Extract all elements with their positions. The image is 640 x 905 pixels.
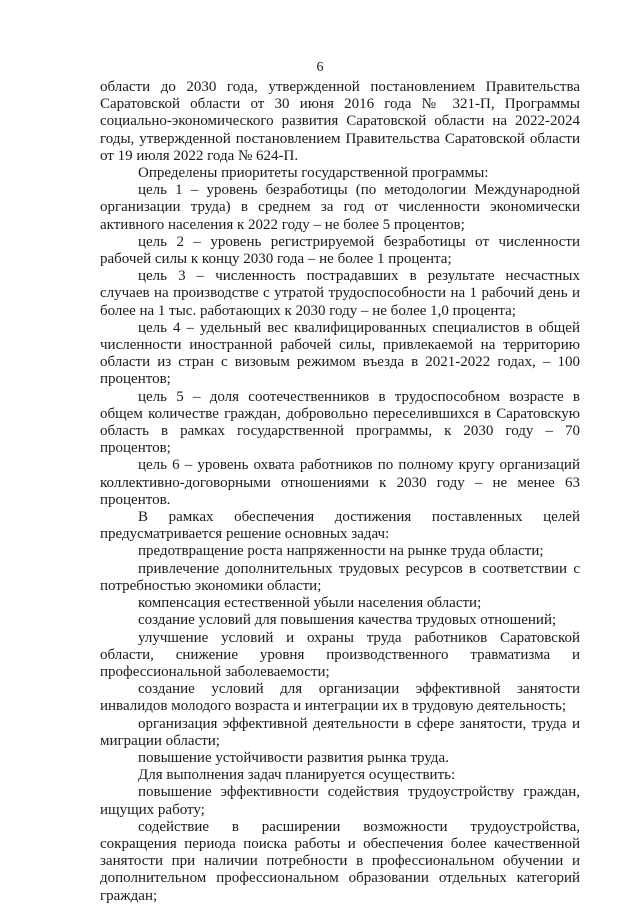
paragraph: повышение эффективности содействия трудоустройству граждан, ищущих работу; <box>100 784 580 818</box>
paragraph: Для выполнения задач планируется осуществить: <box>138 767 456 784</box>
paragraph: содействие в расширении возможности трудоустройства, сокращения периода поиска работы и обеспечения более качественной занятости при наличии потребности в профессиональном обучении и дополнительном профессиональном образовании отдельных категорий граждан; <box>100 818 580 904</box>
paragraph: В рамках обеспечения достижения поставленных целей предусматривается решение основных задач: <box>100 509 580 543</box>
paragraph: предотвращение роста напряженности на рынке труда области; <box>138 543 544 560</box>
paragraph: цель 4 – удельный вес квалифицированных специалистов в общей численности иностранной рабочей силы, привлекаемой на территорию области из стран с визовым режимом въезда в 2021-2022 годах, – 100 процентов; <box>100 319 580 388</box>
paragraph: создание условий для организации эффективной занятости инвалидов молодого возраста и интеграции их в трудовую деятельность; <box>100 681 580 715</box>
paragraph: компенсация естественной убыли населения области; <box>138 595 482 612</box>
paragraph: цель 3 – численность пострадавших в результате несчастных случаев на производстве с утратой трудоспособности на 1 рабочий день и более на 1 тыс. работающих к 2030 году – не более 1,0 процента; <box>100 268 580 319</box>
paragraph: цель 1 – уровень безработицы (по методологии Международной организации труда) в среднем за год от численности экономически активного населения к 2022 году – не более 5 процентов; <box>100 182 580 233</box>
paragraph: цель 2 – уровень регистрируемой безработицы от численности рабочей силы к концу 2030 года – не более 1 процента; <box>100 233 580 268</box>
paragraph: улучшение условий и охраны труда работников Саратовской области, снижение уровня производственного травматизма и профессиональной заболеваемости; <box>100 629 580 680</box>
paragraph: повышение устойчивости развития рынка труда. <box>138 749 449 766</box>
paragraph: цель 6 – уровень охвата работников по полному кругу организаций коллективно-договорными отношениями к 2030 году – не менее 63 процентов. <box>100 457 580 508</box>
paragraph: области до 2030 года, утвержденной постановлением Правительства Саратовской области от 30 июня 2016 года № 321-П, Программы социально-экономического развития Саратовской области на 2022-2024 годы, утвержденной постановлением Правительства Саратовской области от 19 июля 2022 года № 624-П. <box>100 79 580 164</box>
page-number: 6 <box>316 60 324 75</box>
paragraph: создание условий для повышения качества трудовых отношений; <box>138 612 557 629</box>
paragraph: организация эффективной деятельности в сфере занятости, труда и миграции области; <box>100 715 580 749</box>
paragraph: привлечение дополнительных трудовых ресурсов в соответствии с потребностью экономики области; <box>100 560 580 594</box>
paragraph: Определены приоритеты государственной программы: <box>138 165 489 182</box>
document-body <box>100 79 580 905</box>
paragraph: цель 5 – доля соотечественников в трудоспособном возрасте в общем количестве граждан, добровольно переселившихся в Саратовскую область в рамках государственной программы, к 2030 году – 70 процентов; <box>100 388 580 457</box>
